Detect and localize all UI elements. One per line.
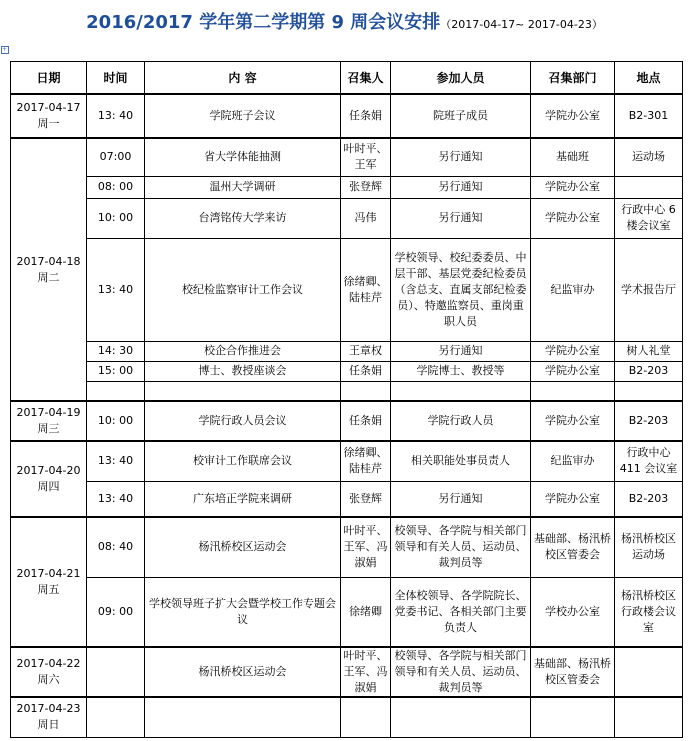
participants-cell: 全体校领导、各学院院长、党委书记、各相关部门主要负责人 [391,577,531,647]
table-row [11,138,683,176]
table-row [11,94,683,138]
location-cell [615,647,683,697]
table-row [11,238,683,341]
header-participants: 参加人员 [391,62,531,95]
department-cell: 学院办公室 [531,481,615,517]
convener-cell: 任条娟 [341,361,391,381]
convener-cell: 徐绪卿、陆桂芹 [341,238,391,341]
table-row [11,176,683,198]
content-cell: 校纪检监察审计工作会议 [145,238,341,341]
time-cell: 10: 00 [87,401,145,441]
participants-cell: 校领导、各学院与相关部门领导和有关人员、运动员、裁判员等 [391,647,531,697]
location-cell: B2-203 [615,401,683,441]
convener-cell: 王章权 [341,341,391,361]
day-cell-sat: 2017-04-22 周六 [11,647,87,697]
participants-cell: 另行通知 [391,198,531,238]
department-cell [531,381,615,401]
convener-cell: 张登辉 [341,176,391,198]
department-cell: 学院办公室 [531,361,615,381]
content-cell: 校审计工作联席会议 [145,441,341,481]
time-cell: 14: 30 [87,341,145,361]
content-cell: 杨汛桥校区运动会 [145,517,341,577]
header-location: 地点 [615,62,683,95]
department-cell: 学院办公室 [531,401,615,441]
department-cell: 基础部、杨汛桥校区管委会 [531,647,615,697]
department-cell: 学院办公室 [531,198,615,238]
content-cell: 省大学体能抽测 [145,138,341,176]
department-cell: 基础班 [531,138,615,176]
location-cell [615,176,683,198]
day-cell-tue: 2017-04-18 周二 [11,138,87,401]
table-row [11,647,683,697]
table-row [11,198,683,238]
time-cell: 07:00 [87,138,145,176]
time-cell [87,381,145,401]
participants-cell: 校领导、各学院与相关部门领导和有关人员、运动员、裁判员等 [391,517,531,577]
day-cell-fri: 2017-04-21 周五 [11,517,87,647]
content-cell [145,381,341,401]
table-row [11,361,683,381]
table-row [11,697,683,737]
participants-cell: 院班子成员 [391,94,531,138]
participants-cell: 另行通知 [391,481,531,517]
convener-cell: 徐绪卿、陆桂芹 [341,441,391,481]
header-department: 召集部门 [531,62,615,95]
participants-cell: 另行通知 [391,341,531,361]
location-cell: B2-301 [615,94,683,138]
content-cell: 博士、教授座谈会 [145,361,341,381]
convener-cell: 冯伟 [341,198,391,238]
convener-cell: 徐绪卿 [341,577,391,647]
participants-cell: 学校领导、校纪委委员、中层干部、基层党委纪检委员（含总支、直属支部纪检委员）、特邀监察员、重岗重职人员 [391,238,531,341]
participants-cell: 相关职能处事员责人 [391,441,531,481]
department-cell: 学院办公室 [531,341,615,361]
table-row [11,381,683,401]
location-cell: 杨汛桥校区行政楼会议室 [615,577,683,647]
participants-cell: 另行通知 [391,176,531,198]
department-cell: 纪监审办 [531,441,615,481]
content-cell: 校企合作推进会 [145,341,341,361]
department-cell: 纪监审办 [531,238,615,341]
time-cell: 13: 40 [87,238,145,341]
location-cell: 树人礼堂 [615,341,683,361]
convener-cell: 叶时平、王军、冯淑娟 [341,517,391,577]
time-cell: 08: 40 [87,517,145,577]
day-cell-sun: 2017-04-23 周日 [11,697,87,737]
department-cell: 学校办公室 [531,577,615,647]
day-cell-mon: 2017-04-17 周一 [11,94,87,138]
table-row [11,401,683,441]
title-main: 2016/2017 学年第二学期第 9 周会议安排 [86,12,441,33]
convener-cell: 任条娟 [341,401,391,441]
content-cell: 台湾铭传大学来访 [145,198,341,238]
time-cell: 09: 00 [87,577,145,647]
day-cell-wed: 2017-04-19 周三 [11,401,87,441]
header-row [11,62,683,95]
table-row [11,577,683,647]
convener-cell: 任条娟 [341,94,391,138]
content-cell: 杨汛桥校区运动会 [145,647,341,697]
page-title [0,8,689,34]
department-cell: 基础部、杨汛桥校区管委会 [531,517,615,577]
time-cell: 10: 00 [87,198,145,238]
convener-cell [341,697,391,737]
convener-cell: 叶时平、王军 [341,138,391,176]
location-cell: 运动场 [615,138,683,176]
time-cell: 08: 00 [87,176,145,198]
header-content: 内 容 [145,62,341,95]
time-cell: 13: 40 [87,94,145,138]
participants-cell [391,381,531,401]
location-cell: 杨汛桥校区运动场 [615,517,683,577]
location-cell: 行政中心 411 会议室 [615,441,683,481]
participants-cell [391,697,531,737]
time-cell [87,647,145,697]
participants-cell: 另行通知 [391,138,531,176]
content-cell: 温州大学调研 [145,176,341,198]
location-cell: 学术报告厅 [615,238,683,341]
content-cell: 学院班子会议 [145,94,341,138]
header-time: 时间 [87,62,145,95]
department-cell: 学院办公室 [531,176,615,198]
meeting-schedule-table [10,61,683,738]
content-cell [145,697,341,737]
table-row [11,481,683,517]
department-cell: 学院办公室 [531,94,615,138]
table-row [11,341,683,361]
convener-cell [341,381,391,401]
table-row [11,441,683,481]
time-cell: 13: 40 [87,481,145,517]
title-date-range: （2017-04-17~ 2017-04-23） [440,18,603,31]
content-cell: 学校领导班子扩大会暨学校工作专题会议 [145,577,341,647]
location-cell: B2-203 [615,481,683,517]
day-cell-thu: 2017-04-20 周四 [11,441,87,517]
time-cell: 15: 00 [87,361,145,381]
location-cell [615,381,683,401]
location-cell: 行政中心 6 楼会议室 [615,198,683,238]
content-cell: 学院行政人员会议 [145,401,341,441]
time-cell [87,697,145,737]
header-date: 日期 [11,62,87,95]
department-cell [531,697,615,737]
content-cell: 广东培正学院来调研 [145,481,341,517]
location-cell: B2-203 [615,361,683,381]
participants-cell: 学院博士、教授等 [391,361,531,381]
table-row [11,517,683,577]
location-cell [615,697,683,737]
convener-cell: 叶时平、王军、冯淑娟 [341,647,391,697]
participants-cell: 学院行政人员 [391,401,531,441]
convener-cell: 张登辉 [341,481,391,517]
time-cell: 13: 40 [87,441,145,481]
header-convener: 召集人 [341,62,391,95]
table-move-handle-icon[interactable]: + [2,46,8,53]
